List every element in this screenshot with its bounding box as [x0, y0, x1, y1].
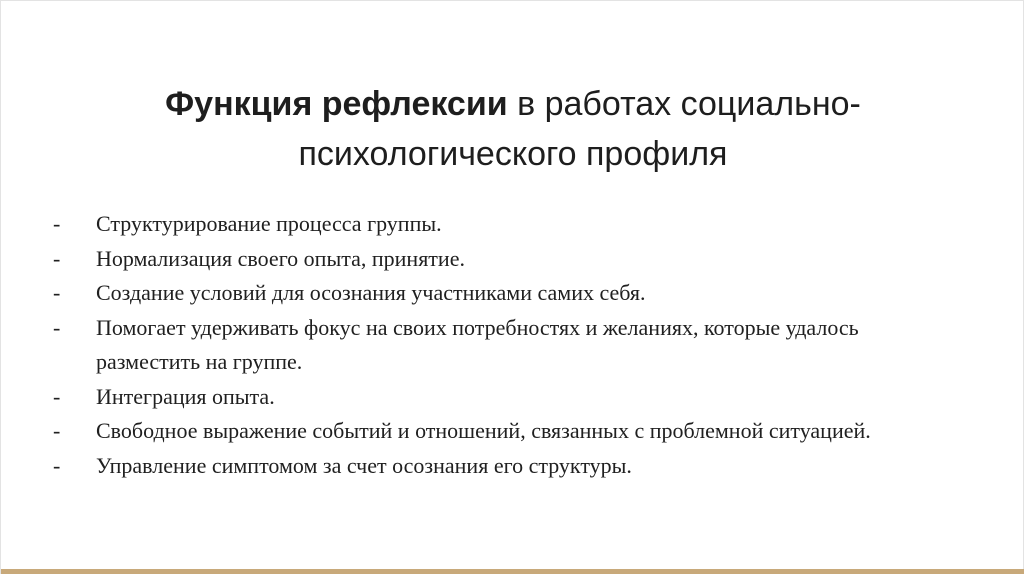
title-line-2: психологического профиля	[298, 135, 728, 173]
title-bold-part: Функция рефлексии	[165, 85, 508, 123]
bullet-dash: -	[53, 314, 61, 340]
list-item-text: Структурирование процесса группы.	[96, 211, 442, 236]
list-item	[53, 311, 953, 380]
bullet-dash: -	[53, 245, 61, 271]
list-item	[53, 207, 953, 242]
list-item-text: Управление симптомом за счет осознания его структуры.	[96, 452, 632, 478]
list-item	[53, 449, 953, 484]
list-item	[53, 414, 953, 449]
title-regular-part: в работах социально-	[507, 85, 861, 123]
list-item	[53, 242, 953, 277]
list-item-text: Помогает удерживать фокус на своих потребностях и желаниях, которые удалось разместить на группе.	[96, 314, 859, 374]
list-item-text: Создание условий для осознания участниками самих себя.	[96, 280, 646, 305]
bullet-dash: -	[53, 383, 61, 409]
bullet-dash: -	[53, 211, 61, 236]
bullet-list	[53, 207, 953, 483]
list-item-text: Свободное выражение событий и отношений, связанных с проблемной ситуацией.	[96, 418, 871, 443]
accent-bar	[1, 569, 1024, 574]
list-item-text: Интеграция опыта.	[96, 383, 275, 409]
list-item-text: Нормализация своего опыта, принятие.	[96, 245, 465, 271]
list-item	[53, 276, 953, 311]
bullet-dash: -	[53, 418, 61, 443]
list-item	[53, 380, 953, 415]
title-line-1	[1, 79, 1024, 129]
bullet-dash: -	[53, 280, 61, 305]
bullet-dash: -	[53, 452, 61, 478]
slide-title	[1, 79, 1024, 179]
